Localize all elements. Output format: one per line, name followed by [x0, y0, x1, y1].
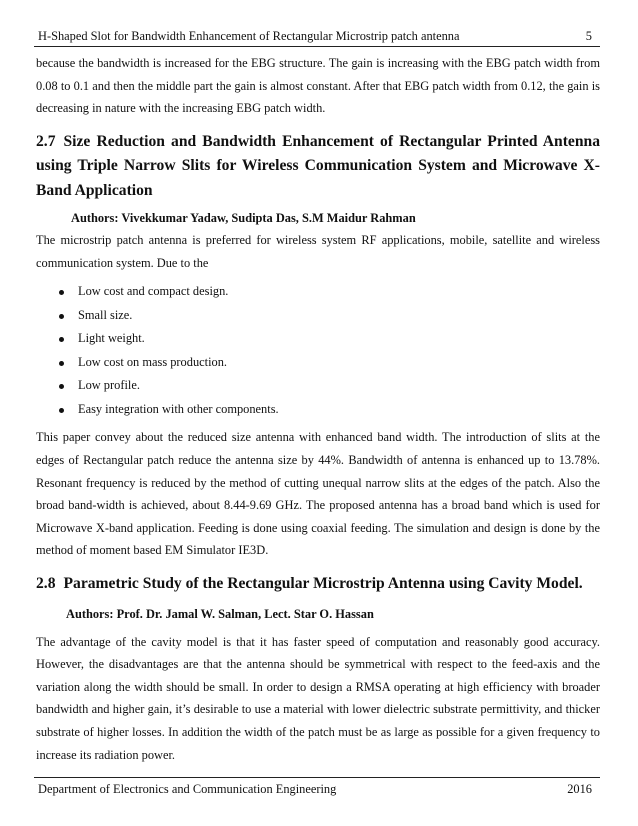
section-2-7-title: Size Reduction and Bandwidth Enhancement of Rectangular Printed Antenna using Triple Narrow Slits for Wireless Communication System and Microwave X-Band Application: [36, 132, 600, 199]
bullet-icon: [59, 290, 64, 295]
page-header: [38, 29, 592, 45]
section-2-8-authors: Authors: Prof. Dr. Jamal W. Salman, Lect. Star O. Hassan: [66, 606, 374, 621]
intro-paragraph: because the bandwidth is increased for the EBG structure. The gain is increasing with the EBG patch width from 0.08 to 0.1 and then the middle part the gain is almost constant. After that EBG patch width from 0.12, the gain is decreasing in nature with the increasing EBG patch width.: [36, 56, 600, 116]
footer-year: 2016: [567, 782, 592, 796]
section-2-7-authors: Authors: Vivekkumar Yadaw, Sudipta Das, S.M Maidur Rahman: [71, 211, 416, 226]
section-2-7-body-paragraph: This paper convey about the reduced size antenna with enhanced band width. The introduction of slits at the edges of Rectangular patch reduce the antenna size by 44%. Bandwidth of antenna is enhanced up to 13.78%. Resonant frequency is reduced by the method of cutting unequal narrow slits at the edges of the patch. Also the broad band-width is achieved, about 8.44-9.69 GHz. The proposed antenna has a broad band which is used for Microwave X-band application. Feeding is done using coaxial feeding. The simulation and design is done by the method of moment based EM Simulator IE3D.: [36, 430, 600, 558]
bullet-icon: [59, 314, 64, 319]
bullet-item: Easy integration with other components.: [36, 398, 600, 422]
section-2-8-heading: [36, 572, 600, 597]
bullet-icon: [59, 408, 64, 413]
bullet-icon: [59, 337, 64, 342]
section-2-8-title: Parametric Study of the Rectangular Microstrip Antenna using Cavity Model.: [63, 575, 583, 593]
bullet-item: Light weight.: [36, 327, 600, 351]
header-title: H-Shaped Slot for Bandwidth Enhancement of Rectangular Microstrip patch antenna: [38, 29, 460, 43]
bullet-icon: [59, 384, 64, 389]
page-content: [36, 52, 600, 766]
section-2-7-lead-paragraph: The microstrip patch antenna is preferred for wireless system RF applications, mobile, satellite and wireless communication system. Due to the: [36, 233, 600, 270]
section-2-7-number: 2.7: [36, 132, 56, 150]
feature-bullet-list: [36, 280, 600, 421]
header-page-number: 5: [585, 29, 592, 43]
bullet-item: Small size.: [36, 304, 600, 328]
bullet-item: Low profile.: [36, 374, 600, 398]
footer-department: Department of Electronics and Communication Engineering: [38, 782, 337, 796]
header-divider: [34, 46, 600, 47]
bullet-item: Low cost and compact design.: [36, 280, 600, 304]
section-2-8-body-paragraph: The advantage of the cavity model is that it has faster speed of computation and reasonably good accuracy. However, the disadvantages are that the antenna should be symmetrical with respect to the feed-axis and the variation along the width should be small. In order to design a RMSA operating at high efficiency with broader bandwidth and higher gain, it’s desirable to use a material with lower dielectric substrate permittivity, and thicker substrate of higher losses. In addition the width of the patch must be as large as possible for a given frequency to increase its radiation power.: [36, 634, 600, 762]
section-2-7-heading: [36, 130, 600, 204]
bullet-item: Low cost on mass production.: [36, 351, 600, 375]
section-2-8-number: 2.8: [36, 575, 56, 593]
page-footer: [38, 782, 592, 797]
footer-divider: [34, 777, 600, 778]
bullet-icon: [59, 361, 64, 366]
